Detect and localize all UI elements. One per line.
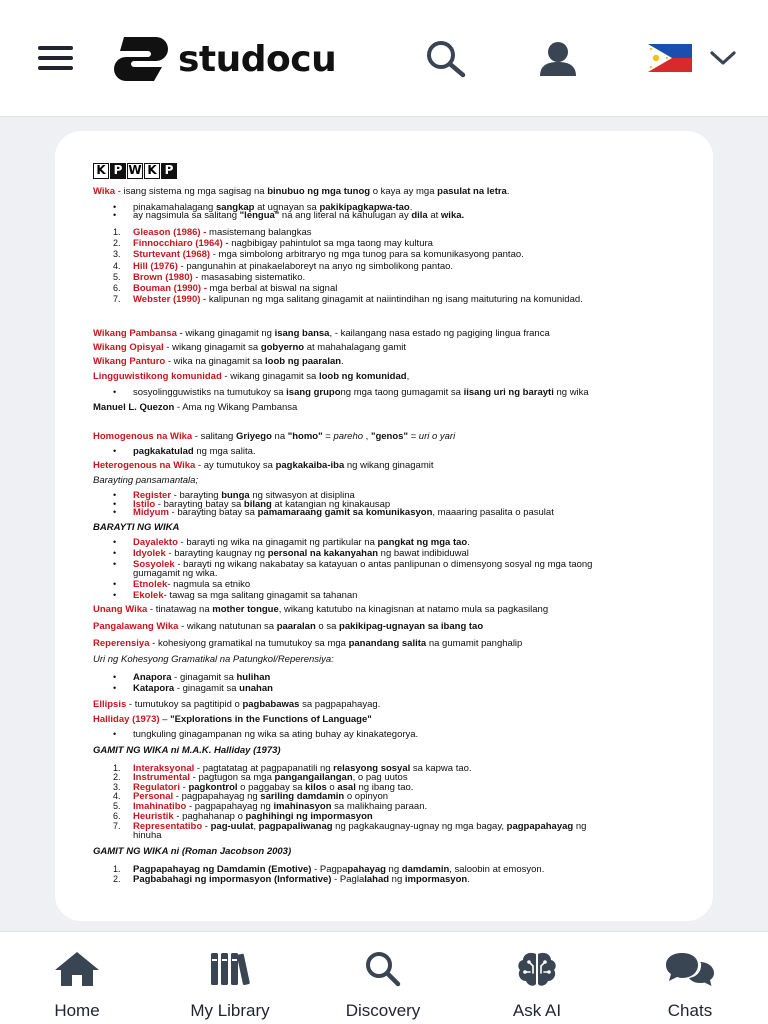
list-marker: 2.	[113, 874, 121, 884]
nav-label: Ask AI	[512, 1001, 562, 1020]
document-line	[93, 745, 281, 756]
text-run: bilang	[243, 499, 272, 510]
text-run: - isang sistema ng mga sagisag na	[115, 186, 268, 197]
text-run: Unang Wika	[93, 604, 148, 615]
search-icon	[361, 950, 405, 988]
document-line	[113, 537, 470, 548]
document-line	[113, 507, 554, 518]
text-run: - wikang ginagamit sa	[221, 371, 319, 382]
list-marker: •	[113, 537, 117, 547]
document-line	[113, 227, 311, 238]
text-run: Instrumental	[133, 772, 191, 783]
text-run: masistemang balangkas	[209, 227, 312, 238]
text-run: impormasyon	[404, 874, 468, 885]
nav-label: Home	[54, 1001, 100, 1020]
text-run: ng ibang tao.	[355, 782, 414, 793]
list-marker: 5.	[113, 801, 121, 811]
text-run: pahayag	[347, 864, 386, 875]
text-run: Barayting pansamantala;	[93, 475, 199, 486]
list-marker: •	[113, 210, 117, 220]
document-line	[133, 830, 162, 841]
text-run: Homogenous na Wika	[93, 431, 193, 442]
text-run: Interaksyonal	[133, 763, 195, 774]
header-mark-letter: W	[128, 163, 142, 177]
text-run: - barayting	[171, 490, 222, 501]
text-run: ng bawat indibiduwal	[378, 548, 469, 559]
document-line	[93, 460, 433, 471]
text-run: - kohesiyong gramatikal na tumutukoy sa mga	[149, 638, 349, 649]
text-run: Istilo	[133, 499, 156, 510]
text-run: , - kailangang nasa estado ng pagiging lingua franca	[329, 328, 550, 339]
text-run: , maaaring pasalita o pasulat	[432, 507, 554, 518]
text-run: nagbibigay pahintulot sa mga taong may kultura	[231, 238, 433, 249]
text-run: ng sitwasyon at disiplina	[249, 490, 355, 501]
text-run: - paghahanap o	[173, 811, 246, 822]
document-line	[133, 568, 217, 579]
text-run: - pagpapahayag ng	[186, 801, 274, 812]
list-marker: 3.	[113, 782, 121, 792]
text-run: ng	[385, 864, 402, 875]
text-run: pag-uulat	[210, 821, 254, 832]
text-run: -	[202, 821, 211, 832]
text-run: ng wikang ginagamit	[344, 460, 434, 471]
text-run: relasyong sosyal	[333, 763, 411, 774]
text-run: =	[407, 431, 419, 442]
text-run: ,	[363, 431, 371, 442]
document-line	[113, 683, 273, 694]
document-line	[113, 821, 586, 832]
text-run: sa kapwa tao.	[410, 763, 472, 774]
text-run: - Pagpa	[311, 864, 348, 875]
list-marker: 1.	[113, 763, 121, 773]
text-run: GAMIT NG WIKA ni (Roman Jacobson 2003)	[93, 846, 292, 857]
text-run: Manuel L. Quezon	[93, 402, 175, 413]
text-run: o paggabay sa	[237, 782, 306, 793]
text-run: wikang ginagamit ng	[185, 328, 275, 339]
text-run: Personal	[133, 791, 174, 802]
document-line	[93, 621, 483, 632]
text-run: binubuo ng mga tunog	[267, 186, 371, 197]
text-run: Heuristik	[133, 811, 174, 822]
text-run: - tumutukoy sa pagtitipid o	[126, 699, 243, 710]
text-run: Finnocchiaro (1964) -	[133, 238, 232, 249]
text-run: gumagamit ng wika.	[133, 568, 218, 579]
document-line	[93, 371, 409, 382]
text-run: GAMIT NG WIKA ni M.A.K. Halliday (1973)	[93, 745, 281, 756]
text-run: .	[467, 537, 470, 548]
text-run: - pagpapahayag ng	[173, 791, 261, 802]
document-line	[113, 261, 453, 272]
document-line	[113, 294, 583, 305]
text-run: isang bansa	[274, 328, 330, 339]
document-line	[113, 590, 357, 601]
text-run: ng pagkakaugnay-ugnay ng mga bagay,	[332, 821, 507, 832]
text-run: - pagtugon sa mga	[190, 772, 275, 783]
text-run: - pagtatatag at pagpapanatili ng	[194, 763, 334, 774]
home-icon	[53, 950, 101, 988]
text-run: Uri ng Kohesyong Gramatikal na Patungkol/Reperensiya:	[93, 654, 334, 665]
document-line	[93, 638, 522, 649]
text-run: .	[341, 356, 344, 367]
text-run: - ginagamit sa	[171, 672, 237, 683]
document-line	[93, 846, 291, 857]
header-mark-letter: P	[161, 163, 177, 179]
document-line	[93, 342, 406, 353]
text-run: Lingguwistikong komunidad	[93, 371, 222, 382]
text-run: kalipunan ng mga salitang ginagamit at naiintindihan ng isang maituturing na komunidad.	[208, 294, 583, 305]
text-run: sariling damdamin	[260, 791, 345, 802]
document-line	[113, 729, 418, 740]
text-run: hulihan	[236, 672, 271, 683]
text-run: at mahahalagang gamit	[304, 342, 407, 353]
text-run: ng	[389, 874, 405, 885]
studocu-logo[interactable]	[110, 34, 336, 84]
list-marker: 4.	[113, 791, 121, 801]
text-run: - ay tumutukoy sa	[195, 460, 276, 471]
text-run: gobyerno	[260, 342, 305, 353]
text-run: o kaya ay mga	[370, 186, 438, 197]
text-run: kilos	[305, 782, 327, 793]
text-run: lahad	[364, 874, 390, 885]
text-run: - pangunahin at pinakaelaboreyt na anyo ng simbolikong pantao.	[177, 261, 454, 272]
text-run: Etnolek	[133, 579, 168, 590]
text-run: .	[409, 202, 413, 213]
text-run: pasulat na letra	[437, 186, 507, 197]
text-run: Ellipsis	[93, 699, 127, 710]
text-run: - Ama ng Wikang Pambansa	[174, 402, 298, 413]
text-run: Anapora	[133, 672, 172, 683]
text-run: Wikang Pambansa -	[93, 328, 186, 339]
text-run: Pangalawang Wika	[93, 621, 179, 632]
text-run: dila	[411, 210, 428, 221]
text-run: Pagpapahayag ng Damdamin (Emotive)	[133, 864, 312, 875]
philippines-flag-icon[interactable]	[648, 44, 692, 72]
text-run: unahan	[239, 683, 273, 694]
document-line	[113, 548, 469, 559]
text-run: ,	[406, 371, 410, 382]
text-run: tungkuling ginagampanan ng wika sa ating buhay ay kinakategorya.	[133, 729, 419, 740]
nav-my-library[interactable]	[170, 946, 290, 1018]
list-marker: •	[113, 590, 117, 600]
text-run: Heterogenous na Wika	[93, 460, 196, 471]
text-run: o opinyon	[344, 791, 389, 802]
list-marker: 4.	[113, 261, 121, 271]
list-marker: 3.	[113, 249, 121, 259]
text-run: - barayting batay sa	[168, 507, 258, 518]
text-run: sosyolingguwistiks na tumutukoy sa	[133, 387, 287, 398]
document-line	[113, 446, 256, 457]
list-marker: •	[113, 672, 117, 682]
text-run: Sturtevant (1968)	[133, 249, 211, 260]
top-header	[0, 0, 768, 117]
nav-label: Chats	[667, 1001, 713, 1020]
text-run: pareho	[333, 431, 364, 442]
list-marker: 6.	[113, 283, 121, 293]
text-run: BARAYTI NG WIKA	[93, 522, 180, 533]
text-run: ng mga salita.	[193, 446, 256, 457]
document-line	[93, 402, 297, 413]
list-marker: •	[113, 729, 117, 739]
text-run: - barayti ng wika na ginagamit ng partikular na	[177, 537, 378, 548]
text-run: uri o yari	[418, 431, 456, 442]
text-run: pamamaraang gamit sa komunikasyon	[257, 507, 433, 518]
text-run: panandang salita	[348, 638, 427, 649]
chat-bubbles-icon	[664, 950, 716, 988]
text-run: pangkat ng mga tao	[377, 537, 468, 548]
text-run: Webster (1990) -	[133, 294, 209, 305]
text-run: - barayting batay sa	[155, 499, 244, 510]
text-run: pangangailangan	[274, 772, 353, 783]
list-marker: •	[113, 446, 117, 456]
brain-icon	[515, 950, 559, 988]
list-marker: 2.	[113, 238, 121, 248]
document-line	[93, 522, 179, 533]
document-line	[93, 186, 509, 197]
user-icon[interactable]	[538, 40, 578, 80]
list-marker: •	[113, 683, 117, 693]
text-run: bunga	[221, 490, 250, 501]
text-run: Hill (1976)	[133, 261, 178, 272]
document-line	[113, 238, 433, 249]
text-run: iisang uri ng barayti	[463, 387, 554, 398]
document-line	[113, 387, 589, 398]
document-line	[93, 714, 372, 725]
document-line	[93, 328, 550, 339]
text-run: paaralan	[276, 621, 316, 632]
bottom-navigation	[0, 931, 768, 1024]
text-run: ay nagsimula sa salitang	[133, 210, 240, 221]
text-run: Griyego	[235, 431, 272, 442]
text-run: pakikipag-ugnayan sa ibang tao	[339, 621, 484, 632]
list-marker: •	[113, 490, 117, 500]
text-run: Ekolek	[133, 590, 164, 601]
text-run: pagkontrol	[188, 782, 238, 793]
document-line	[93, 356, 344, 367]
text-run: =	[322, 431, 334, 442]
list-marker: •	[113, 507, 117, 517]
list-marker: 7.	[113, 294, 121, 304]
text-run: - tinatawag na	[147, 604, 213, 615]
nav-label: My Library	[190, 1001, 270, 1020]
text-run: , wikang katutubo na kinagisnan at natamo mula sa pagkasilang	[278, 604, 549, 615]
text-run: -	[179, 782, 189, 793]
nav-ask-ai[interactable]	[477, 946, 597, 1018]
text-run: at ugnayan sa	[254, 202, 320, 213]
text-run: sangkap	[215, 202, 255, 213]
text-run: personal na kakanyahan	[267, 548, 379, 559]
document-line	[113, 672, 270, 683]
text-run: Sosyolek	[133, 559, 175, 570]
library-icon	[208, 950, 252, 988]
text-run: - wikang natutunan sa	[178, 621, 277, 632]
text-run: ng mga taong gumagamit sa	[340, 387, 464, 398]
text-run: Gleason (1986) -	[133, 227, 210, 238]
text-run: Reperensiya	[93, 638, 150, 649]
text-run: hinuha	[133, 830, 162, 841]
text-run: Wika	[93, 186, 116, 197]
document-line	[113, 874, 470, 885]
text-run: "Explorations in the Functions of Language"	[170, 714, 372, 725]
document-line	[113, 272, 305, 283]
text-run: Wikang Panturo	[93, 356, 166, 367]
text-run: Idyolek	[133, 548, 166, 559]
document-line	[113, 249, 524, 260]
text-run: "homo"	[287, 431, 323, 442]
text-run: - salitang	[192, 431, 236, 442]
list-marker: •	[113, 202, 117, 212]
search-icon[interactable]	[424, 40, 468, 78]
text-run: –	[159, 714, 171, 725]
text-run: "genos"	[370, 431, 408, 442]
text-run: paghihingi ng impormasyon	[245, 811, 373, 822]
text-run: pinakamahalagang	[133, 202, 216, 213]
document-line	[93, 475, 198, 486]
studocu-logo-mark-icon	[110, 34, 172, 84]
text-run: Register	[133, 490, 172, 501]
text-run: Bouman (1990) -	[133, 283, 210, 294]
list-marker: 5.	[113, 272, 121, 282]
text-run: - barayting kaugnay ng	[165, 548, 268, 559]
text-run: , o pag uutos	[352, 772, 408, 783]
nav-discovery[interactable]	[323, 946, 443, 1018]
text-run: - ginagamit sa	[174, 683, 240, 694]
text-run: Wikang Opisyal	[93, 342, 164, 353]
text-run: - barayti ng wikang nakabatay sa katayuan o antas panlipunan o dimensyong sosyal ng mga taong	[174, 559, 593, 570]
text-run: imahinasyon	[273, 801, 332, 812]
text-run: - tawag sa mga salitang ginagamit sa tahanan	[163, 590, 358, 601]
text-run: o sa	[315, 621, 340, 632]
list-marker: •	[113, 579, 117, 589]
document-line	[113, 210, 464, 221]
menu-icon[interactable]	[38, 44, 74, 72]
text-run: loob ng paaralan	[265, 356, 342, 367]
document-line	[93, 431, 455, 442]
text-run: damdamin	[401, 864, 450, 875]
list-marker: •	[113, 559, 117, 569]
text-run: Regulatori	[133, 782, 180, 793]
text-run: asal	[337, 782, 356, 793]
brand-name: studocu	[178, 38, 337, 80]
list-marker: •	[113, 499, 117, 509]
text-run: na ang literal na kahulugan ay	[279, 210, 412, 221]
chevron-down-icon[interactable]	[710, 50, 736, 66]
text-run: at	[427, 210, 441, 221]
header-mark-letter: P	[110, 163, 126, 179]
text-run: ng	[573, 821, 587, 832]
document-line	[93, 699, 380, 710]
text-run: Imahinatibo	[133, 801, 187, 812]
list-marker: 1.	[113, 227, 121, 237]
text-run: na gumamit panghalip	[426, 638, 523, 649]
text-run: Representatibo	[133, 821, 203, 832]
text-run: sa pagpapahayag.	[299, 699, 381, 710]
text-run: pagpapahayag	[506, 821, 574, 832]
header-mark-letter: K	[144, 163, 160, 179]
text-run: - mga simbolong arbitraryo ng mga tunog para sa komunikasyong pantao.	[210, 249, 524, 260]
document-line	[113, 283, 337, 294]
list-marker: •	[113, 548, 117, 558]
header-mark-letter: K	[93, 163, 109, 179]
document-line	[93, 654, 334, 665]
text-run: na	[271, 431, 288, 442]
text-run: Halliday (1973)	[93, 714, 160, 725]
text-run: pagbabawas	[242, 699, 300, 710]
text-run: Brown (1980)	[133, 272, 193, 283]
text-run: Pagbabahagi ng impormasyon (Informative)	[133, 874, 332, 885]
text-run: loob ng komunidad	[318, 371, 407, 382]
nav-label: Discovery	[345, 1001, 421, 1020]
text-run: "lengua"	[239, 210, 280, 221]
text-run: .	[467, 874, 470, 885]
document-page	[55, 131, 713, 921]
text-run: ,	[253, 821, 259, 832]
document-line	[113, 579, 250, 590]
text-run: isang grupo	[286, 387, 341, 398]
nav-chats[interactable]	[630, 946, 750, 1018]
text-run: - wikang ginagamit sa	[163, 342, 261, 353]
text-run: Midyum	[133, 507, 169, 518]
text-run: o	[326, 782, 338, 793]
text-run: mother tongue	[212, 604, 279, 615]
text-run: sa malikhaing paraan.	[331, 801, 428, 812]
list-marker: •	[113, 387, 117, 397]
document-header-mark	[93, 163, 178, 180]
text-run: mga berbal at biswal na signal	[209, 283, 338, 294]
text-run: - masasabing sistematiko.	[192, 272, 306, 283]
text-run: pakikipagkapwa-tao	[319, 202, 410, 213]
text-run: - Pagla	[331, 874, 365, 885]
text-run: pagkakaiba-iba	[275, 460, 345, 471]
list-marker: 7.	[113, 821, 121, 831]
text-run: pagpapaliwanag	[258, 821, 333, 832]
list-marker: 2.	[113, 772, 121, 782]
text-run: ng wika	[553, 387, 589, 398]
list-marker: 6.	[113, 811, 121, 821]
text-run: at katangian ng kinakausap	[271, 499, 391, 510]
document-line	[93, 604, 548, 615]
text-run: wika.	[440, 210, 465, 221]
text-run: .	[506, 186, 510, 197]
text-run: Katapora	[133, 683, 175, 694]
text-run: pagkakatulad	[133, 446, 194, 457]
nav-home[interactable]	[17, 946, 137, 1018]
text-run: Dayalekto	[133, 537, 178, 548]
text-run: - wika na ginagamit sa	[165, 356, 266, 367]
list-marker: 1.	[113, 864, 121, 874]
text-run: , saloobin at emosyon.	[449, 864, 545, 875]
text-run: - nagmula sa etniko	[167, 579, 251, 590]
